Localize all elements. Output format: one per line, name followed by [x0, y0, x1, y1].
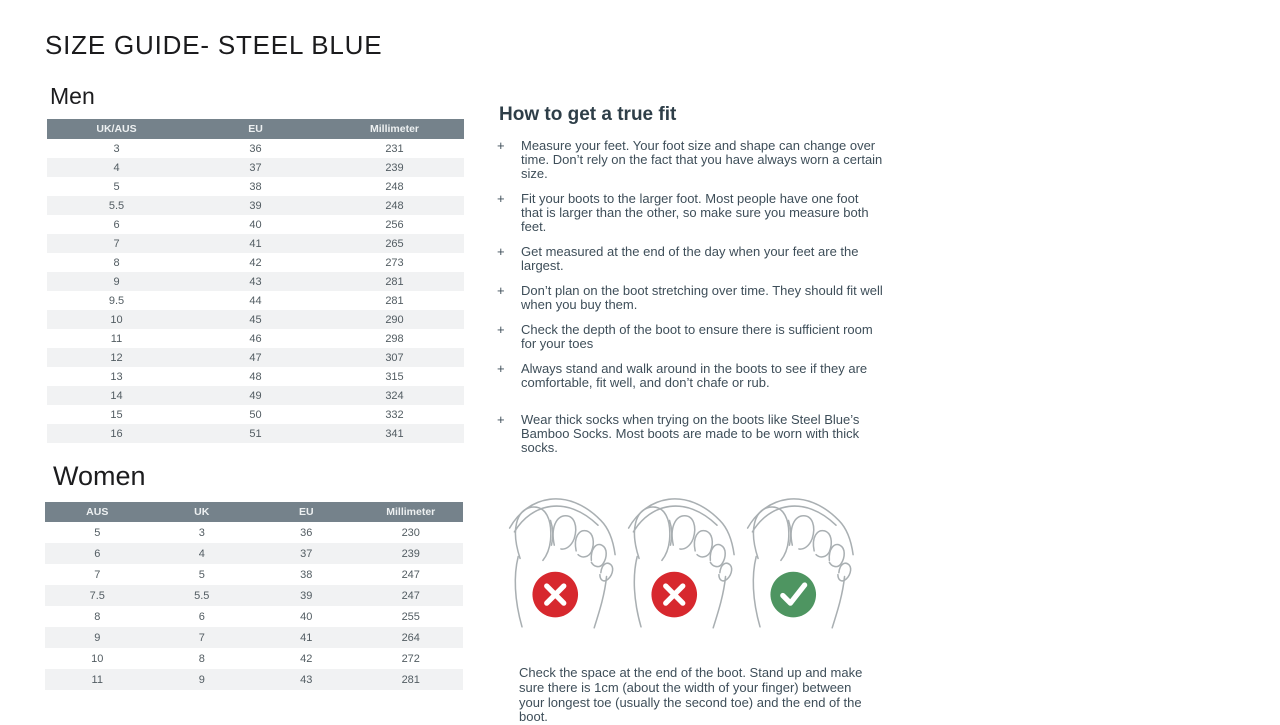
size-cell: 281 — [385, 275, 404, 288]
size-cell: 13 — [110, 370, 123, 383]
column-header: EU — [186, 119, 325, 139]
plus-bullet-icon: + — [497, 361, 505, 376]
size-cell: 6 — [94, 547, 101, 560]
size-cell: 10 — [110, 313, 123, 326]
table-row — [47, 139, 464, 158]
women-size-table — [45, 502, 463, 690]
plus-bullet-icon: + — [497, 191, 505, 206]
fit-tip-item — [497, 323, 883, 351]
table-row — [47, 386, 464, 405]
table-row — [47, 215, 464, 234]
size-cell: 256 — [385, 218, 404, 231]
feet-illustration-row — [503, 486, 855, 629]
size-cell: 239 — [401, 547, 420, 560]
size-cell: 7 — [113, 237, 120, 250]
size-cell: 41 — [249, 237, 262, 250]
table-row — [45, 606, 463, 627]
size-cell: 43 — [249, 275, 262, 288]
size-cell: 273 — [385, 256, 404, 269]
size-cell: 7 — [94, 568, 101, 581]
size-cell: 37 — [249, 161, 262, 174]
size-cell: 44 — [249, 294, 262, 307]
size-cell: 239 — [385, 161, 404, 174]
size-cell: 9 — [113, 275, 120, 288]
column-header: UK/AUS — [47, 119, 186, 139]
plus-bullet-icon: + — [497, 244, 505, 259]
page-title: SIZE GUIDE- STEEL BLUE — [45, 30, 383, 60]
size-cell: 9 — [198, 673, 205, 686]
foot-correct-fit-illustration — [741, 486, 855, 629]
fit-tip-item — [497, 413, 883, 455]
check-badge — [770, 572, 816, 618]
size-cell: 51 — [249, 427, 262, 440]
size-cell: 10 — [91, 652, 104, 665]
size-cell: 45 — [249, 313, 262, 326]
size-cell: 36 — [300, 526, 313, 539]
size-cell: 8 — [198, 652, 205, 665]
column-header: UK — [150, 502, 255, 522]
fit-tip-text: Don’t plan on the boot stretching over time. They should fit well when you buy them. — [521, 283, 883, 312]
size-cell: 3 — [113, 142, 120, 155]
size-cell: 255 — [401, 610, 420, 623]
table-row — [47, 234, 464, 253]
fit-tip-text: Measure your feet. Your foot size and shape can change over time. Don’t rely on the fact that you have always worn a certain size. — [521, 138, 883, 181]
plus-bullet-icon: + — [497, 322, 505, 337]
size-cell: 42 — [249, 256, 262, 269]
size-cell: 8 — [94, 610, 101, 623]
women-table-header — [45, 502, 463, 522]
table-row — [47, 196, 464, 215]
fit-tip-text: Wear thick socks when trying on the boots like Steel Blue’s Bamboo Socks. Most boots are made to be worn with thick socks. — [521, 412, 860, 455]
column-header: EU — [254, 502, 359, 522]
size-cell: 47 — [249, 351, 262, 364]
size-cell: 9 — [94, 631, 101, 644]
table-row — [47, 367, 464, 386]
men-size-table — [47, 119, 464, 443]
size-cell: 247 — [401, 589, 420, 602]
table-row — [45, 543, 463, 564]
fit-caption: Check the space at the end of the boot. Stand up and make sure there is 1cm (about the width of your finger) between your longest toe (usually the second toe) and the end of the boot. — [519, 665, 863, 725]
foot-wrong-fit-illustration — [622, 486, 736, 629]
fit-tip-item — [497, 362, 883, 390]
size-cell: 5 — [113, 180, 120, 193]
table-row — [47, 310, 464, 329]
size-cell: 7.5 — [89, 589, 105, 602]
size-cell: 40 — [249, 218, 262, 231]
size-cell: 341 — [385, 427, 404, 440]
size-cell: 6 — [198, 610, 205, 623]
women-section-heading: Women — [53, 461, 146, 491]
table-row — [45, 648, 463, 669]
fit-tip-item — [497, 245, 883, 273]
size-cell: 37 — [300, 547, 313, 560]
size-cell: 264 — [401, 631, 420, 644]
column-header: AUS — [45, 502, 150, 522]
table-row — [47, 291, 464, 310]
size-cell: 248 — [385, 199, 404, 212]
size-cell: 14 — [110, 389, 123, 402]
size-cell: 6 — [113, 218, 120, 231]
table-row — [47, 177, 464, 196]
size-cell: 36 — [249, 142, 262, 155]
table-row — [47, 272, 464, 291]
size-cell: 43 — [300, 673, 313, 686]
size-cell: 46 — [249, 332, 262, 345]
size-cell: 247 — [401, 568, 420, 581]
size-cell: 324 — [385, 389, 404, 402]
size-cell: 332 — [385, 408, 404, 421]
size-cell: 5.5 — [194, 589, 210, 602]
size-cell: 4 — [198, 547, 205, 560]
size-cell: 11 — [110, 332, 123, 345]
fit-tip-text: Fit your boots to the larger foot. Most people have one foot that is larger than the other, so make sure you measure both feet. — [521, 191, 869, 234]
size-cell: 281 — [385, 294, 404, 307]
size-cell: 9.5 — [108, 294, 125, 307]
table-row — [45, 585, 463, 606]
table-row — [47, 329, 464, 348]
plus-bullet-icon: + — [497, 412, 505, 427]
men-table-header — [47, 119, 464, 139]
table-row — [47, 253, 464, 272]
size-cell: 3 — [198, 526, 205, 539]
size-cell: 11 — [91, 673, 103, 686]
size-cell: 48 — [249, 370, 262, 383]
size-cell: 281 — [401, 673, 420, 686]
size-cell: 7 — [198, 631, 205, 644]
fit-tip-text: Always stand and walk around in the boots to see if they are comfortable, fit well, and don’t chafe or rub. — [521, 361, 868, 390]
size-cell: 39 — [300, 589, 313, 602]
size-cell: 298 — [385, 332, 404, 345]
fit-tip-item — [497, 139, 883, 181]
table-row — [45, 669, 463, 690]
fit-guide-heading: How to get a true fit — [499, 104, 677, 125]
column-header: Millimeter — [325, 119, 464, 139]
size-cell: 4 — [113, 161, 120, 174]
size-cell: 290 — [385, 313, 404, 326]
fit-tip-item — [497, 284, 883, 312]
size-cell: 50 — [249, 408, 262, 421]
size-cell: 307 — [385, 351, 404, 364]
size-cell: 16 — [110, 427, 123, 440]
size-cell: 8 — [113, 256, 120, 269]
column-header: Millimeter — [359, 502, 464, 522]
table-row — [45, 627, 463, 648]
size-cell: 42 — [300, 652, 313, 665]
plus-bullet-icon: + — [497, 283, 505, 298]
size-cell: 15 — [110, 408, 123, 421]
table-row — [45, 564, 463, 585]
size-cell: 230 — [401, 526, 420, 539]
size-cell: 12 — [110, 351, 123, 364]
table-row — [45, 522, 463, 543]
table-row — [47, 348, 464, 367]
size-cell: 5 — [94, 526, 101, 539]
size-cell: 5 — [198, 568, 205, 581]
size-cell: 41 — [300, 631, 313, 644]
size-cell: 39 — [249, 199, 262, 212]
size-cell: 248 — [385, 180, 404, 193]
table-row — [47, 158, 464, 177]
size-cell: 265 — [385, 237, 404, 250]
table-row — [47, 405, 464, 424]
size-cell: 315 — [385, 370, 404, 383]
table-row — [47, 424, 464, 443]
size-cell: 231 — [385, 142, 404, 155]
fit-tips-list — [497, 139, 883, 455]
fit-tip-text: Get measured at the end of the day when your feet are the largest. — [521, 244, 859, 273]
men-section-heading: Men — [50, 83, 95, 109]
size-cell: 40 — [300, 610, 313, 623]
size-cell: 49 — [249, 389, 262, 402]
fit-guide-section — [497, 104, 883, 466]
foot-wrong-fit-illustration — [503, 486, 617, 629]
size-cell: 5.5 — [108, 199, 125, 212]
size-cell: 272 — [401, 652, 420, 665]
plus-bullet-icon: + — [497, 138, 505, 153]
fit-tip-text: Check the depth of the boot to ensure there is sufficient room for your toes — [521, 322, 873, 351]
fit-tip-item — [497, 192, 883, 234]
size-cell: 38 — [249, 180, 262, 193]
size-cell: 38 — [300, 568, 313, 581]
